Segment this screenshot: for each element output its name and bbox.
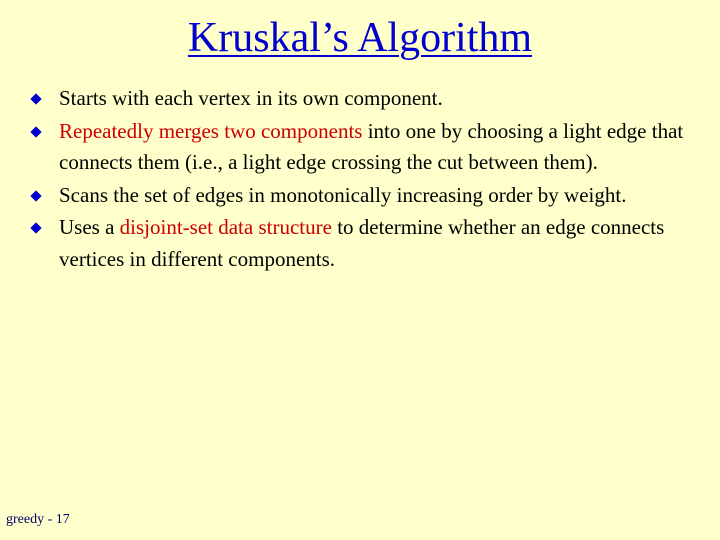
- slide-title: Kruskal’s Algorithm: [187, 15, 533, 61]
- diamond-bullet-icon: [30, 93, 41, 104]
- slide-footer: greedy - 17: [6, 512, 70, 527]
- highlight-text: Repeatedly merges two components: [59, 118, 363, 143]
- bullet-text: to determine whether an edge connects vertices in different components.: [59, 215, 665, 271]
- diamond-bullet-icon: [30, 126, 41, 137]
- bullet-list: [30, 83, 700, 275]
- bullet-item: [30, 116, 700, 179]
- bullet-item: [30, 180, 700, 212]
- bullet-text: into one by choosing a light edge that connects them (i.e., a light edge crossing the cut between them).: [59, 118, 684, 174]
- bullet-item: [30, 212, 700, 275]
- diamond-bullet-icon: [30, 190, 41, 201]
- bullet-text: Starts with each vertex in its own component.: [59, 86, 443, 110]
- bullet-text: Uses a: [59, 215, 120, 239]
- bullet-item: [30, 83, 700, 115]
- bullet-text: Scans the set of edges in monotonically increasing order by weight.: [59, 182, 627, 207]
- highlight-text: disjoint-set data structure: [119, 215, 332, 239]
- diamond-bullet-icon: [30, 222, 41, 233]
